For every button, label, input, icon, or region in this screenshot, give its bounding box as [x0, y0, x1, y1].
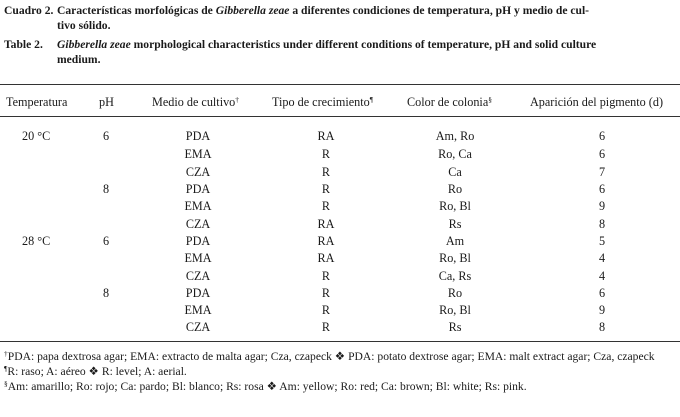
cell-tipo: R	[321, 286, 331, 300]
table-row	[0, 199, 680, 215]
table-row	[0, 147, 680, 163]
cell-pigmento: 6	[598, 286, 606, 300]
cell-color: Ca	[448, 165, 462, 179]
table-top-rule	[0, 84, 680, 85]
footnote-tipo-text: R: raso; A: aéreo ❖ R: level; A: aerial.	[7, 365, 187, 379]
footnote-tipo-mark: ¶	[4, 364, 8, 374]
table-footnotes	[4, 349, 674, 395]
cell-pigmento: 9	[598, 199, 606, 213]
footnote-color	[4, 379, 674, 394]
cell-tipo: R	[321, 320, 331, 334]
header-medio-footnote-mark: †	[235, 95, 240, 104]
header-color: Color de colonia§	[407, 95, 492, 109]
cell-tipo: RA	[317, 129, 335, 143]
footnote-medio-text: PDA: papa dextrosa agar; EMA: extracto de malta agar; Cza, czapeck ❖ PDA: potato dextrose agar; EMA: malt extract agar; Cza, czapeck	[7, 350, 655, 363]
table-row	[0, 251, 680, 267]
table-header-rule	[0, 116, 680, 117]
table-row	[0, 217, 680, 233]
table-row	[0, 129, 680, 145]
table-row	[0, 269, 680, 285]
header-temperatura: Temperatura	[6, 95, 68, 109]
cell-color: Am, Ro	[435, 129, 475, 143]
table-row	[0, 286, 680, 302]
footnote-color-text: Am: amarillo; Ro: rojo; Ca: pardo; Bl: blanco; Rs: rosa ❖ Am: yellow; Ro: red; Ca: brown; Bl: white; Rs: pink.	[7, 380, 527, 394]
cell-medio: CZA	[185, 165, 211, 179]
cell-color: Ro, Bl	[439, 199, 471, 213]
caption-spanish-text-rest: a diferentes condiciones de temperatura, pH y medio de cul-	[289, 4, 590, 17]
cell-pigmento: 8	[598, 217, 606, 231]
cell-pigmento: 8	[598, 320, 606, 334]
cell-tipo: R	[321, 165, 331, 179]
cell-color: Ro	[447, 182, 463, 196]
cell-medio: PDA	[185, 129, 211, 143]
caption-english-line2: medium.	[57, 53, 101, 66]
cell-medio: EMA	[184, 303, 212, 317]
cell-medio: PDA	[185, 182, 211, 196]
cell-medio: CZA	[185, 320, 211, 334]
cell-color: Am	[445, 234, 465, 248]
caption-spanish-line2: tivo sólido.	[57, 19, 111, 32]
caption-english-text: morphological characteristics under different conditions of temperature, pH and solid culture	[130, 38, 597, 51]
header-medio: Medio de cultivo†	[152, 95, 240, 109]
cell-medio: CZA	[185, 269, 211, 283]
cell-color: Rs	[448, 217, 462, 231]
header-tipo-footnote-mark: ¶	[369, 95, 374, 104]
table-row	[0, 320, 680, 336]
footnote-medio-mark: †	[4, 349, 8, 358]
table-row	[0, 234, 680, 250]
cell-temperatura: 28 °C	[22, 234, 51, 248]
cell-temperatura: 20 °C	[22, 129, 51, 143]
cell-pigmento: 7	[598, 165, 606, 179]
cell-medio: EMA	[184, 147, 212, 161]
caption-english-species: Gibberella zeae	[57, 38, 131, 51]
caption-spanish-label: Cuadro 2.	[4, 4, 54, 17]
cell-tipo: R	[321, 147, 331, 161]
cell-pigmento: 4	[598, 251, 606, 265]
table-header	[0, 95, 680, 111]
header-ph: pH	[99, 95, 114, 109]
cell-tipo: R	[321, 269, 331, 283]
cell-tipo: R	[321, 182, 331, 196]
table-row	[0, 182, 680, 198]
table-row	[0, 303, 680, 319]
cell-pigmento: 4	[598, 269, 606, 283]
cell-tipo: RA	[317, 251, 335, 265]
cell-ph: 8	[103, 182, 110, 196]
table-bottom-rule	[0, 341, 680, 342]
cell-color: Ca, Rs	[438, 269, 472, 283]
cell-tipo: RA	[317, 217, 335, 231]
cell-tipo: R	[321, 303, 331, 317]
cell-medio: PDA	[185, 286, 211, 300]
cell-tipo: RA	[317, 234, 335, 248]
cell-pigmento: 6	[598, 129, 606, 143]
cell-color: Ro	[447, 286, 463, 300]
cell-ph: 6	[103, 234, 110, 248]
footnote-tipo	[4, 364, 674, 379]
cell-ph: 8	[103, 286, 110, 300]
footnote-medio	[4, 349, 674, 364]
caption-english	[4, 37, 674, 67]
caption-spanish-text: Características morfológicas de	[57, 4, 216, 17]
header-color-footnote-mark: §	[488, 95, 492, 104]
cell-color: Ro, Bl	[439, 251, 471, 265]
table-row	[0, 165, 680, 181]
cell-pigmento: 6	[598, 182, 606, 196]
cell-color: Ro, Bl	[439, 303, 471, 317]
cell-medio: CZA	[185, 217, 211, 231]
cell-color: Ro, Ca	[438, 147, 472, 161]
cell-color: Rs	[448, 320, 462, 334]
caption-spanish-species: Gibberella zeae	[215, 4, 290, 17]
cell-pigmento: 9	[598, 303, 606, 317]
cell-ph: 6	[103, 129, 110, 143]
caption-english-label: Table 2.	[4, 38, 43, 51]
cell-medio: EMA	[184, 251, 212, 265]
cell-pigmento: 5	[598, 234, 606, 248]
header-tipo: Tipo de crecimiento¶	[272, 95, 374, 109]
cell-pigmento: 6	[598, 147, 606, 161]
cell-medio: PDA	[185, 234, 211, 248]
cell-tipo: R	[321, 199, 331, 213]
header-pigmento: Aparición del pigmento (d)	[530, 95, 664, 109]
footnote-color-mark: §	[4, 379, 8, 389]
caption-spanish	[4, 3, 674, 33]
cell-medio: EMA	[184, 199, 212, 213]
